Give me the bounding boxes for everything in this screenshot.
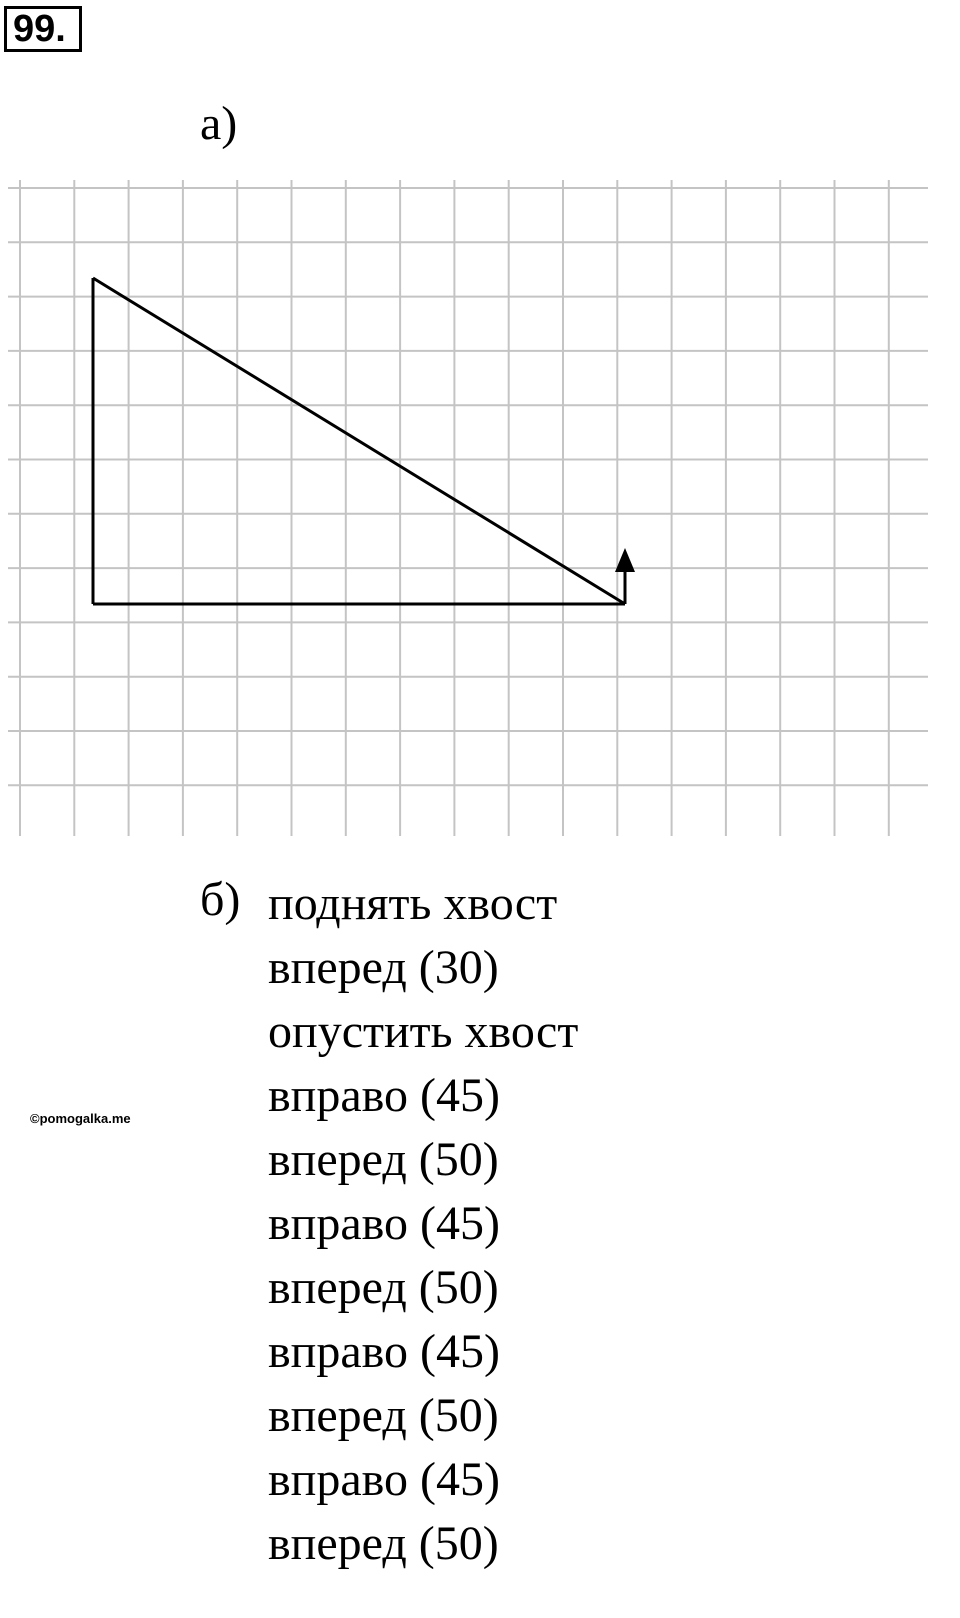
command-line: вперед (50) [268,1389,499,1442]
command-line: вправо (45) [268,1325,500,1378]
command-line: вперед (50) [268,1517,499,1570]
command-line: вперед (50) [268,1133,499,1186]
grid-figure [8,180,928,836]
command-line: поднять хвост [268,877,558,930]
command-line: опустить хвост [268,1005,579,1058]
command-line: вперед (50) [268,1261,499,1314]
part-b-label: б) [200,873,241,926]
task-number: 99. [4,6,82,52]
part-a-label: а) [200,97,238,150]
command-line: вправо (45) [268,1197,500,1250]
command-line: вправо (45) [268,1069,500,1122]
command-line: вправо (45) [268,1453,500,1506]
triangle-hypotenuse [93,278,625,604]
command-list [268,872,578,1576]
command-line: вперед (30) [268,941,499,994]
triangle-figure [93,278,625,604]
watermark: ©pomogalka.me [30,1111,131,1126]
